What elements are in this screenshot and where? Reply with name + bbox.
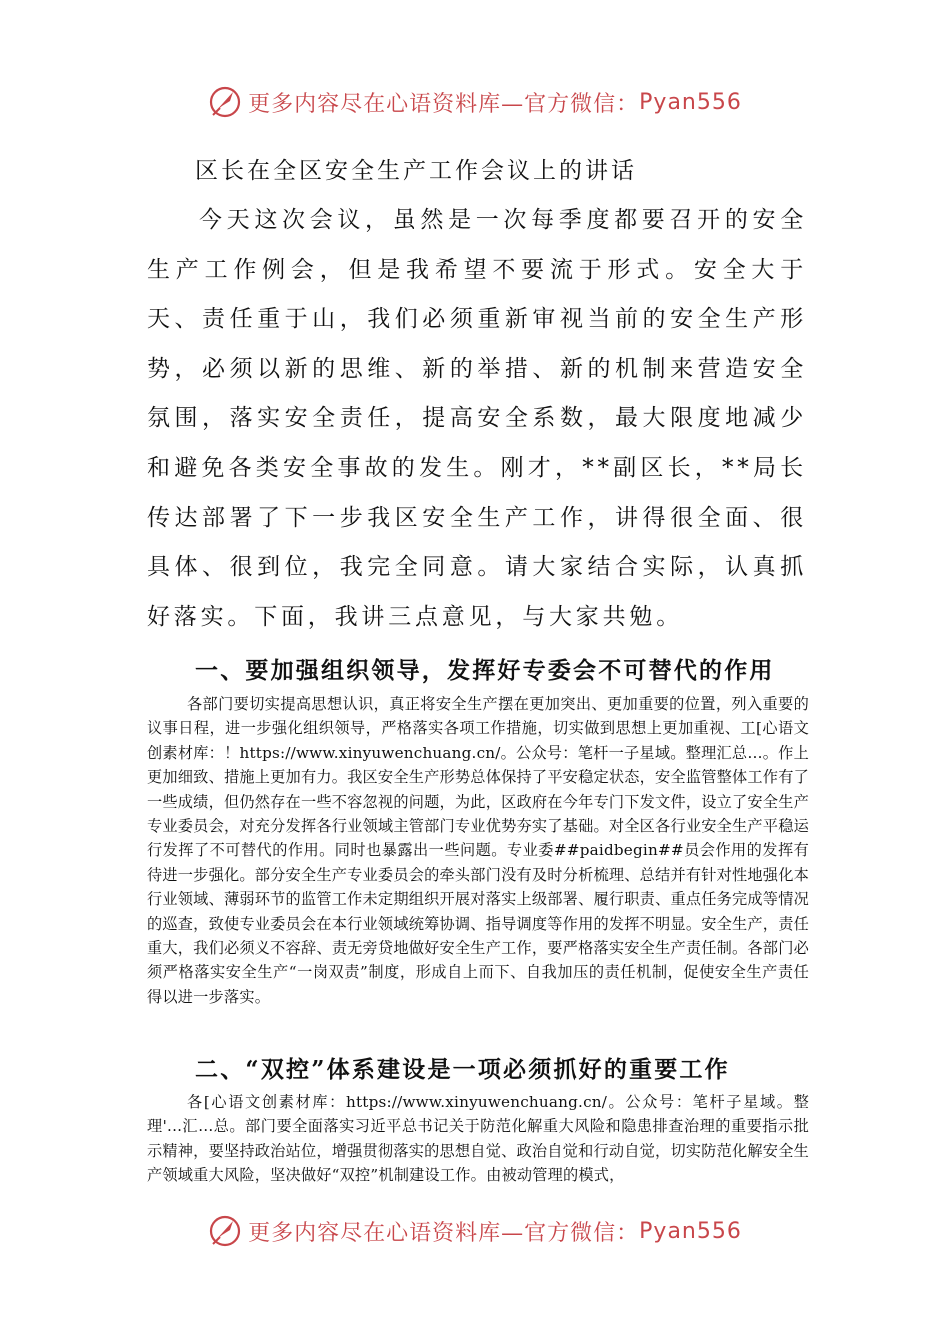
- banner-wechat-id: Pyan556: [639, 89, 742, 115]
- document-title: 区长在全区安全生产工作会议上的讲话: [195, 158, 637, 184]
- banner-wechat-id: Pyan556: [639, 1218, 742, 1244]
- header-banner: [0, 82, 950, 122]
- banner-text: 更多内容尽在心语资料库—官方微信：: [248, 1220, 640, 1246]
- section-1-body: 各部门要切实提高思想认识，真正将安全生产摆在更加突出、更加重要的位置，列入重要的议事日程，进一步强化组织领导，严格落实各项工作措施，切实做到思想上更加重视、工[心语文创素材库：！https://www.xinyuwenchuang.cn/。公众号：笔杆一子星域。整理汇总…。作上更加细致、措施上更加有力。我区安全生产形势总体保持了平安稳定状态，安全监管整体工作有了一些成绩，但仍然存在一些不容忽视的问题，为此，区政府在今年专门下发文件，设立了安全生产专业委员会，对充分发挥各行业领域主管部门专业优势夯实了基础。对全区各行业安全生产平稳运行发挥了不可替代的作用。同时也暴露出一些问题。专业委##paidbegin##员会作用的发挥有待进一步强化。部分安全生产专业委员会的牵头部门没有及时分析梳理、总结并有针对性地强化本行业领域、薄弱环节的监管工作未定期组织开展对落实上级部署、履行职责、重点任务完成等情况的巡查，致使专业委员会在本行业领域统筹协调、指导调度等作用的发挥不明显。安全生产，责任重大，我们必须义不容辞、责无旁贷地做好安全生产工作，要严格落实安全生产责任制。各部门必须严格落实安全生产“一岗双责”制度，形成自上而下、自我加压的责任机制，促使安全生产责任得以进一步落实。: [147, 695, 809, 1006]
- footer-banner: [0, 1211, 950, 1251]
- intro-paragraph: 今天这次会议，虽然是一次每季度都要召开的安全生产工作例会，但是我希望不要流于形式。安全大于天、责任重于山，我们必须重新审视当前的安全生产形势，必须以新的思维、新的举措、新的机制来营造安全氛围，落实安全责任，提高安全系数，最大限度地减少和避免各类安全事故的发生。刚才，**副区长，**局长传达部署了下一步我区安全生产工作，讲得很全面、很具体、很到位，我完全同意。请大家结合实际，认真抓好落实。下面，我讲三点意见，与大家共勉。: [147, 207, 807, 630]
- quill-logo-icon: [208, 85, 242, 119]
- quill-logo-icon: [208, 1214, 242, 1248]
- section-1-heading: 一、要加强组织领导，发挥好专委会不可替代的作用: [195, 657, 775, 684]
- section-2-body: 各[心语文创素材库：https://www.xinyuwenchuang.cn/。公众号：笔杆子星域。整理'...汇…总。部门要全面落实习近平总书记关于防范化解重大风险和隐患排查治理的重要指示批示精神，要坚持政治站位，增强贯彻落实的思想自觉、政治自觉和行动自觉，切实防范化解安全生产领域重大风险，坚决做好“双控”机制建设工作。由被动管理的模式，: [147, 1093, 809, 1185]
- banner-text: 更多内容尽在心语资料库—官方微信：: [248, 91, 640, 117]
- section-2-heading: 二、“双控”体系建设是一项必须抓好的重要工作: [195, 1056, 730, 1083]
